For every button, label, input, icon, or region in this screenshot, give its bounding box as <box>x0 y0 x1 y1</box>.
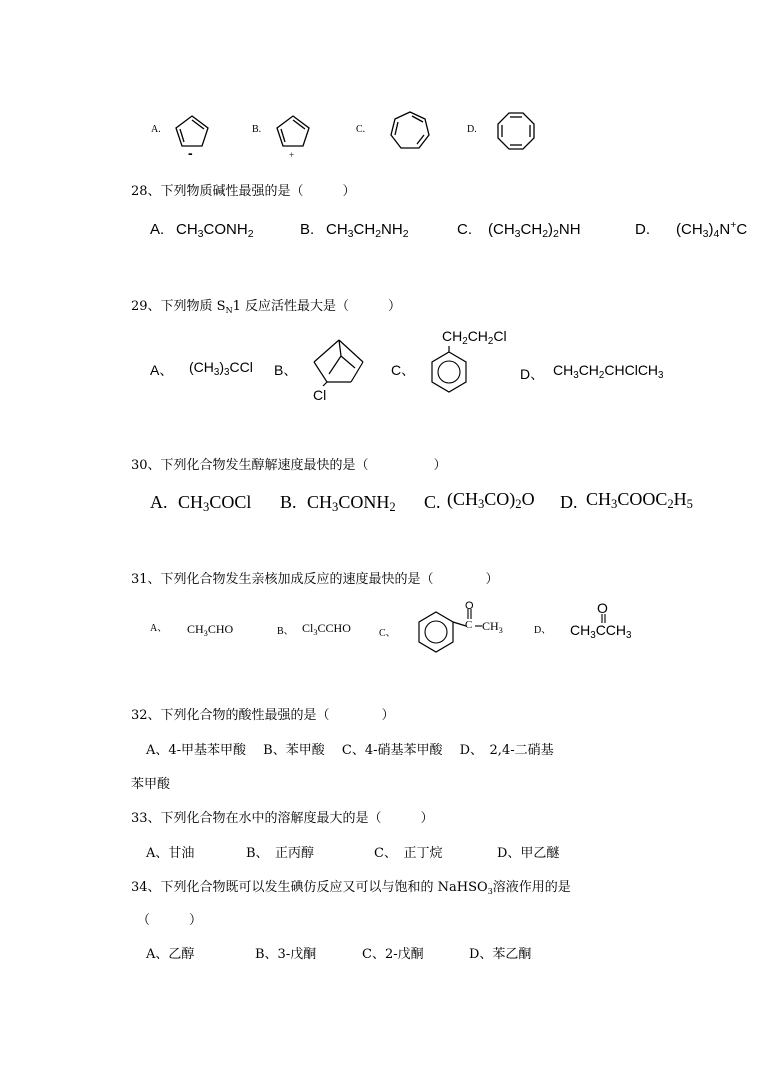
cyclopentadienyl-cation-structure <box>275 114 311 150</box>
q33-option-a: A、甘油 <box>146 846 195 861</box>
q33-option-c: C、 正丁烷 <box>374 846 443 861</box>
q27-option-b-label: B. <box>252 124 262 135</box>
q29-stem: 29、下列物质 $S_N1$ 反应活性最大是（ ） <box>131 299 401 315</box>
q31-option-c-label: C、 <box>379 628 396 639</box>
q31-option-b-formula: $Cl_3CCHO$ <box>302 621 351 637</box>
q29-option-c-formula: $CH_2CH_2Cl$ <box>442 328 507 347</box>
q31-option-d-label: D、 <box>534 625 552 636</box>
q34-option-c: C、2-戊酮 <box>362 947 424 962</box>
q31-option-d-formula: $CH_3CCH_3$ <box>570 622 632 641</box>
q31-option-a-label: A、 <box>150 623 168 634</box>
q34-stem: 34、下列化合物既可以发生碘仿反应又可以与饱和的 NaHSO$_3$溶液作用的是 <box>131 880 571 896</box>
q30-stem: 30、下列化合物发生醇解速度最快的是（ ） <box>131 458 447 473</box>
q31-option-c-carbon: C <box>465 619 473 631</box>
q30-option-d-label: D. <box>560 492 578 512</box>
q27-cation-charge: + <box>289 150 295 160</box>
q29-option-b-label: B、 <box>274 362 298 378</box>
q34-option-d: D、苯乙酮 <box>469 947 532 962</box>
q28-option-b-formula: $CH_3CH_2NH_2$ <box>326 221 409 240</box>
q28-option-c-label: C. <box>457 221 472 238</box>
q34-option-b: B、3-戊酮 <box>255 947 317 962</box>
q30-option-c-formula: $(CH_3CO)_2O$ <box>447 489 535 511</box>
cyclooctatetraene-structure <box>496 111 536 151</box>
q28-option-c-formula: $(CH_3CH_2)_2NH$ <box>488 221 581 240</box>
q30-option-a-formula: $CH_3COCl$ <box>178 492 252 514</box>
q28-option-d-label: D. <box>635 221 650 238</box>
q29-option-a-formula: $(CH_3)_3CCl$ <box>189 359 253 378</box>
q29-option-a-label: A、 <box>150 362 174 378</box>
q30-option-d-formula: $CH_3COOC_2H_5$ <box>586 489 693 511</box>
q27-option-a-label: A. <box>151 124 161 135</box>
q28-stem: 28、下列物质碱性最强的是（ ） <box>131 184 356 199</box>
q32-options-continued: 苯甲酸 <box>131 777 171 792</box>
q27-option-d-label: D. <box>467 124 477 135</box>
q29-option-d-formula: $CH_3CH_2CHClCH_3$ <box>553 362 664 381</box>
q27-anion-charge: - <box>188 145 193 161</box>
q33-stem: 33、下列化合物在水中的溶解度最大的是（ ） <box>131 811 434 826</box>
q32-options: A、4-甲基苯甲酸 B、苯甲酸 C、4-硝基苯甲酸 D、 2,4-二硝基 <box>146 743 554 758</box>
q30-option-b-label: B. <box>280 492 297 512</box>
q31-option-a-formula: $CH_3CHO$ <box>187 622 234 638</box>
q29-option-d-label: D、 <box>520 366 545 382</box>
q29-option-b-cl: Cl <box>313 387 327 403</box>
q32-stem: 32、下列化合物的酸性最强的是（ ） <box>131 708 395 723</box>
q34-answer-paren: （ ） <box>137 913 203 928</box>
q33-option-d: D、甲乙醚 <box>497 846 560 861</box>
cycloheptatriene-structure <box>389 110 431 152</box>
benzene-ring-structure <box>429 346 469 392</box>
norbornyl-chloride-structure <box>311 338 367 388</box>
q31-option-c-methyl: $CH_3$ <box>482 619 503 635</box>
q28-option-b-label: B. <box>300 221 315 238</box>
q33-option-b: B、 正丙醇 <box>246 846 315 861</box>
q31-option-c-oxygen: O <box>465 600 474 612</box>
q28-option-a-label: A. <box>150 221 165 238</box>
q28-option-d-formula: $(CH_3)_4N^+C$ <box>676 219 748 240</box>
q27-option-c-label: C. <box>356 124 366 135</box>
q28-option-a-formula: $CH_3CONH_2$ <box>176 221 254 240</box>
q31-stem: 31、下列化合物发生亲核加成反应的速度最快的是（ ） <box>131 572 499 587</box>
q31-option-b-label: B、 <box>277 626 294 637</box>
q30-option-a-label: A. <box>150 492 168 512</box>
q31-option-d-oxygen: O <box>597 600 608 616</box>
q34-option-a: A、乙醇 <box>146 947 195 962</box>
q30-option-b-formula: $CH_3CONH_2$ <box>307 492 396 514</box>
q29-option-c-label: C、 <box>391 362 416 378</box>
q30-option-c-label: C. <box>424 492 441 512</box>
